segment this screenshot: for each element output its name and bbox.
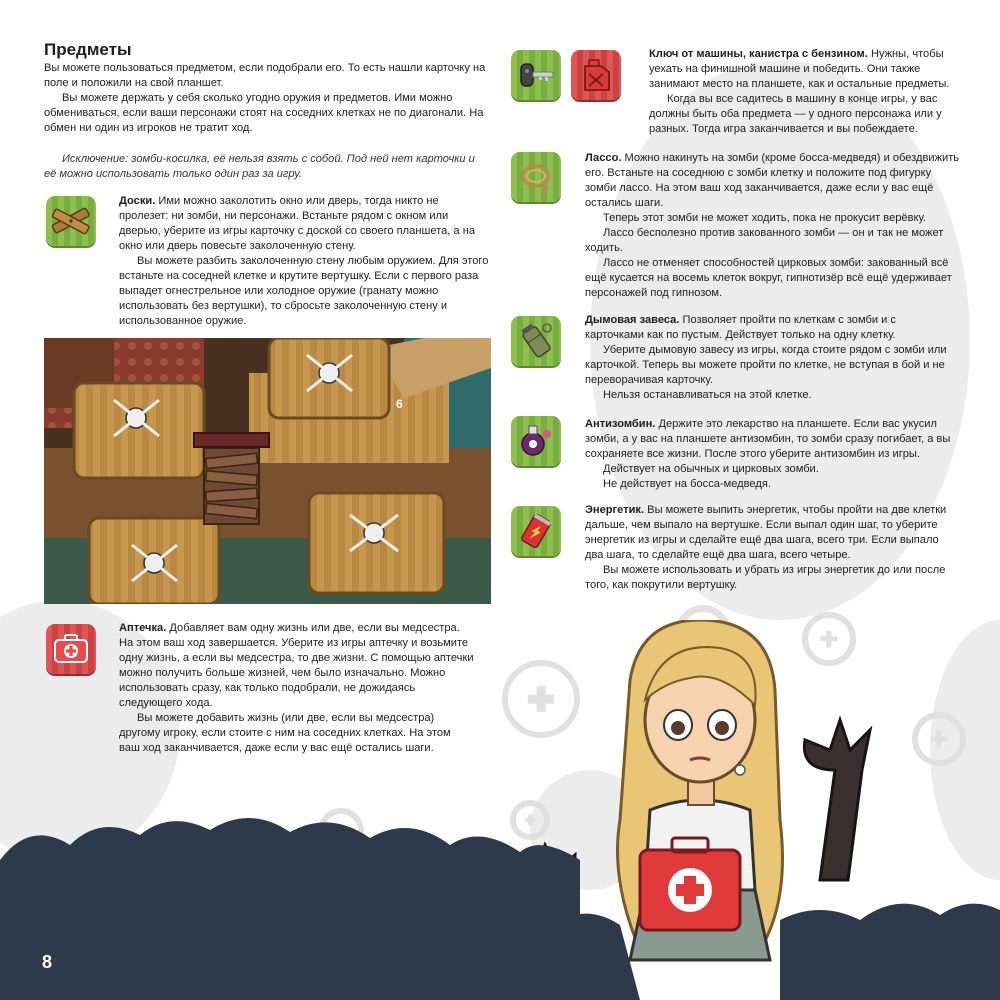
item-name: Ключ от машины, канистра с бензином. [649,48,868,60]
smoke-grenade-icon [511,316,561,366]
item-text: Позволяет пройти по клеткам с зомби и с карточками как по пустым. Действует только на одну клетку. [585,314,896,341]
board-scene [44,338,491,604]
item-text: Добавляет вам одну жизнь или две, если вы медсестра. На этом ваш ход завершается. Уберите из игры аптечку и возьмите одну жизнь, а если вы медсестра, то две жизни. С помощью аптечки можно получить больше жизней, чем было изначально. Можно использовать сразу, как только подобрали, не дожидаясь следующего хода. [119,622,474,709]
intro-paragraph: Вы можете держать у себя сколько угодно оружия и предметов. Ими можно обмениваться, если ваши персонажи стоят на соседних клетках не по диагонали. На обмен ни один из игроков не тратит ход. [44,92,484,134]
antizombie-card [511,416,561,466]
item-text: Вы можете использовать и убрать из игры энергетик до или после того, как покрутили вертушку. [585,564,946,591]
item-name: Аптечка. [119,622,167,634]
gas-can-icon [571,50,621,100]
item-text: Когда вы все садитесь в машину в конце игры, у вас должны быть оба предмета — у одного персонажа или у разных. Тогда игра заканчивается и вы побеждаете. [649,93,942,135]
smoke-section [585,313,955,403]
game-board-illustration [44,338,491,604]
item-name: Лассо. [585,152,622,164]
energy-drink-icon [511,506,561,556]
smoke-card [511,316,561,366]
item-text: Лассо не отменяет способностей цирковых зомби: закованный всё ещё кусается на восемь клеток вокруг, гипнотизёр всё ещё удерживает персонажей под гипнозом. [585,257,952,299]
item-text: Уберите дымовую завесу из игры, когда стоите рядом с зомби или карточкой. Теперь вы можете пройти по клетке, не вступая в бой и не переворачивая карточку. [585,344,947,386]
car-key-card [511,50,561,100]
page-number: 8 [42,952,53,972]
item-text: Держите это лекарство на планшете. Если вас укусил зомби, а у вас на планшете антизомбин, то зомби сразу погибает, а вы сохраняете все жизни. После этого уберите антизомбин из игры. [585,418,951,460]
antizombie-icon [511,416,561,466]
item-text: Теперь этот зомби не может ходить, пока не прокусит верёвку. [603,212,926,224]
boards-section-cont [119,254,494,329]
intro-paragraph: Вы можете пользоваться предметом, если подобрали его. То есть нашли карточку на поле и положили на свой планшет. [44,62,486,89]
intro-text [44,61,494,136]
keys-section [649,47,959,137]
energy-card [511,506,561,556]
lasso-icon [511,152,561,202]
item-name: Доски. [119,195,156,207]
item-text: Вы можете выпить энергетик, чтобы пройти на две клетки дальше, чем выпало на вертушке. Если выпал один шаг, то уберите энергетик из игры и сделайте ещё два шага, всего три. Если выпало два шага, то сделайте ещё два шага, всего четыре. [585,504,947,561]
item-text: Вы можете разбить заколоченную стену любым оружием. Для этого встаньте на соседней клетке и крутите вертушку. Если с первого раза выпадет огнестрельное или холодное оружие (гранату можно использовать без вертушки), то сбросьте заколоченную стену и использованное оружие. [119,255,489,327]
item-text: Вы можете добавить жизнь (или две, если вы медсестра) другому игроку, если стоите с ним на соседних клетках. На этом ваш ход заканчивается, даже если у вас ещё остались шаги. [119,712,451,754]
item-text: Ими можно заколотить окно или дверь, тогда никто не пролезет: ни зомби, ни персонажи. Встаньте рядом с окном или дверью, уберите из игры карточку с доской со своего планшета, а на окно или дверь повесьте заколоченную стену. [119,195,475,252]
page-title: Предметы [44,40,132,59]
nurse-character-illustration [0,620,1000,1000]
gas-can-card [571,50,621,100]
lasso-section [585,151,960,301]
planks-card [46,196,96,246]
tile-number: 6 [396,397,403,411]
item-text: Лассо бесполезно против закованного зомби — он и так не может ходить. [585,227,944,254]
item-name: Энергетик. [585,504,645,516]
energy-section [585,503,960,593]
item-text: Не действует на босса-медведя. [603,478,771,490]
car-key-icon [511,50,561,100]
item-text: Действует на обычных и цирковых зомби. [603,463,819,475]
boards-section [119,194,489,254]
item-text: Нельзя останавливаться на этой клетке. [603,389,812,401]
antizombie-section [585,417,960,492]
exception-note: Исключение: зомби-косилка, её нельзя взять с собой. Под ней нет карточки и её можно использовать только один раз за игру. [44,153,475,180]
lasso-card [511,152,561,202]
item-text: Можно накинуть на зомби (кроме босса-медведя) и обездвижить его. Встаньте на соседнюю с зомби клетку и положите под фигурку зомби лассо. На этом ваш ход заканчивается, даже если у вас ещё остались шаги. [585,152,960,209]
item-name: Антизомбин. [585,418,656,430]
item-text: Нужны, чтобы уехать на финишной машине и победить. Они также занимают место на планшете, как и остальные предметы. [649,48,950,90]
item-name: Дымовая завеса. [585,314,680,326]
planks-icon [46,196,96,246]
